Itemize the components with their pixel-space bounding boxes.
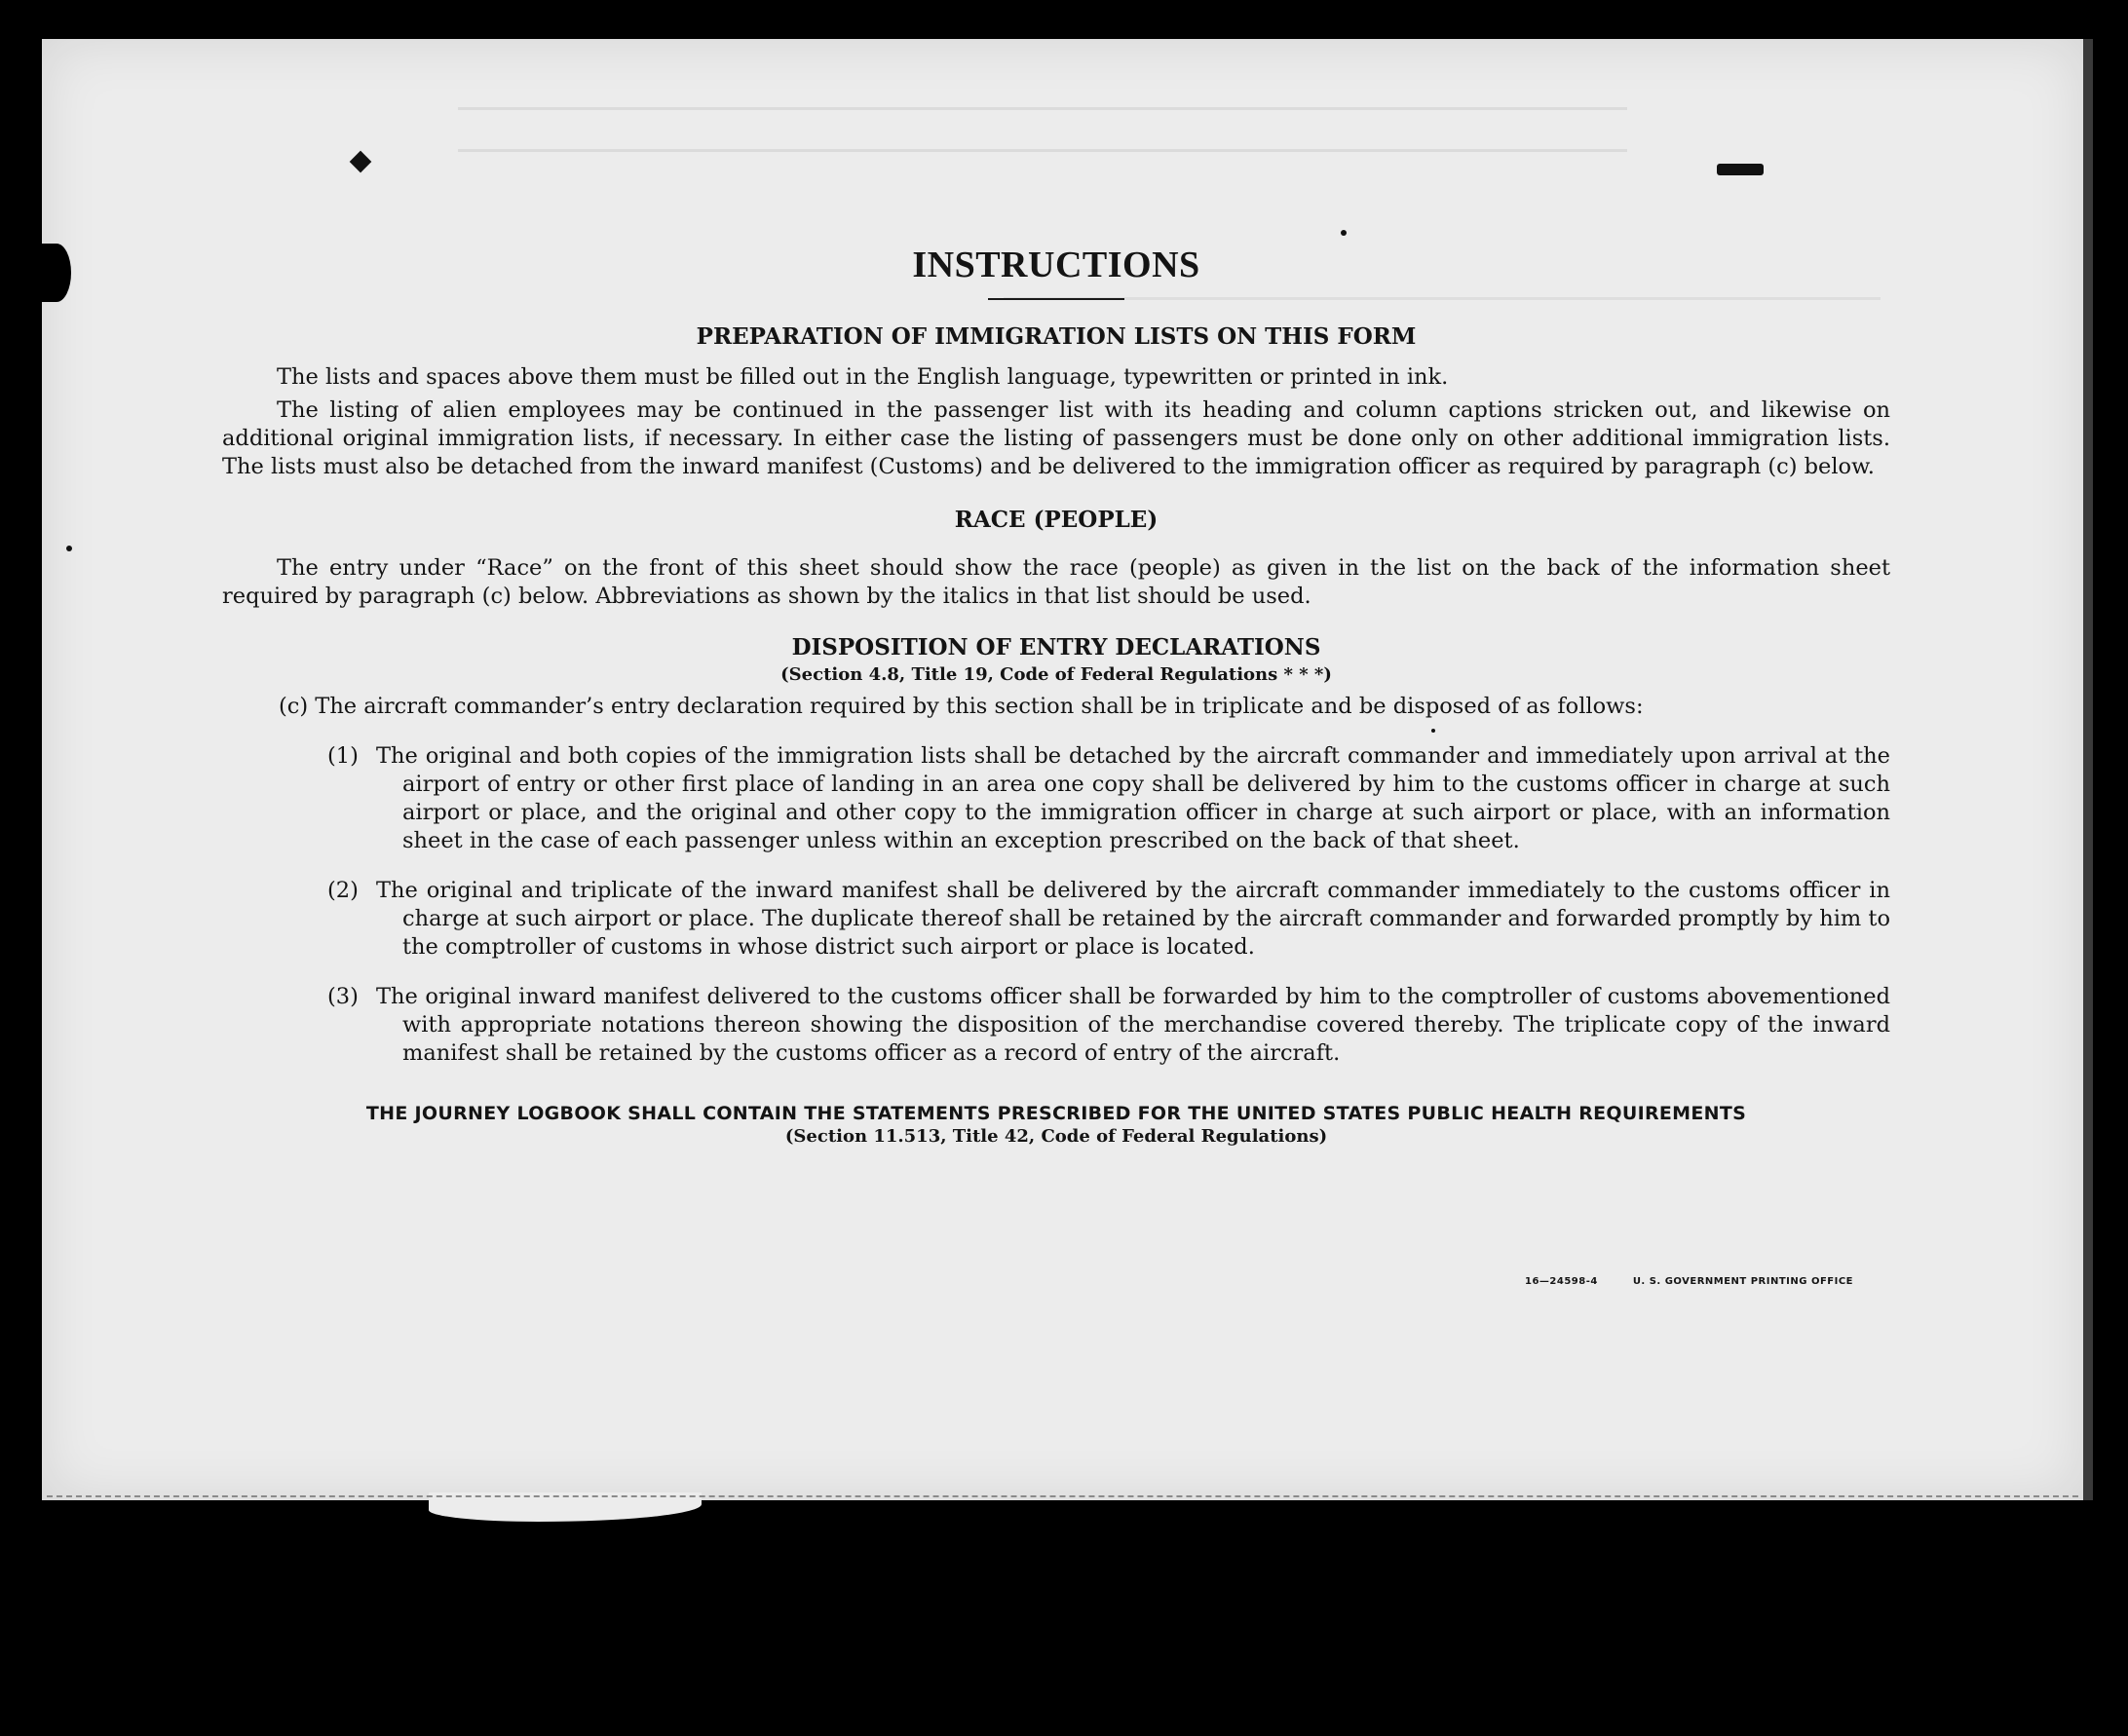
ink-speck: [66, 546, 72, 551]
item-text: The original and triplicate of the inward manifest shall be delivered by the aircraft commander immediately to the customs officer in charge at such airport or place. The duplicate thereof shall be retained by the aircraft commander and forwarded promptly by him to the comptroller of customs in whose district such airport or place is located.: [376, 878, 1890, 960]
title-rule: [988, 298, 1124, 300]
printer-name: U. S. GOVERNMENT PRINTING OFFICE: [1632, 1276, 1854, 1287]
form-number: 16—24598-4: [1525, 1276, 1598, 1287]
disposition-item-1: [222, 742, 1890, 855]
disposition-item-3: [222, 983, 1890, 1068]
preparation-paragraph-1: The lists and spaces above them must be filled out in the English language, typewritten or printed in ink.: [277, 364, 1449, 390]
public-health-citation: (Section 11.513, Title 42, Code of Federal Regulations): [784, 1126, 1328, 1147]
item-text: The original inward manifest delivered to the customs officer shall be forwarded by him to the comptroller of customs abovementioned with appropriate notations thereon showing the disposition of the merchandise covered thereby. The triplicate copy of the inward manifest shall be retained by the customs officer as a record of entry of the aircraft.: [376, 984, 1890, 1066]
public-health-statement: THE JOURNEY LOGBOOK SHALL CONTAIN THE STATEMENTS PRESCRIBED FOR THE UNITED STATES PUBLIC HEALTH REQUIREMENTS: [365, 1103, 1747, 1124]
disposition-lead: (c) The aircraft commander’s entry declaration required by this section shall be in triplicate and be disposed of as follows:: [279, 694, 1644, 719]
show-through-ghost: [458, 107, 1627, 152]
ink-speck: [1341, 230, 1347, 236]
disposition-item-2: [222, 877, 1890, 962]
race-heading: RACE (PEOPLE): [954, 507, 1159, 533]
item-text: The original and both copies of the immigration lists shall be detached by the aircraft commander and immediately upon arrival at the airport of entry or other first place of landing in an area one copy shall be delivered by him to the customs officer in charge at such airport or place, and the original and other copy to the immigration officer in charge at such airport or place, with an information sheet in the case of each passenger unless within an exception prescribed on the back of that sheet.: [376, 743, 1890, 853]
item-number: (1): [327, 743, 359, 769]
disposition-citation: (Section 4.8, Title 19, Code of Federal Regulations * * *): [780, 664, 1332, 685]
ink-speck: [1717, 164, 1764, 175]
paper-edge: [2083, 39, 2093, 1500]
preparation-paragraph-2: The listing of alien employees may be continued in the passenger list with its heading and column captions stricken out, and likewise on additional original immigration lists, if necessary. In either case the listing of passengers must be done only on other additional immigration lists. The lists must also be detached from the inward manifest (Customs) and be delivered to the immigration officer as required by paragraph (c) below.: [222, 397, 1890, 479]
page-title: INSTRUCTIONS: [912, 245, 1200, 285]
race-paragraph: The entry under “Race” on the front of this sheet should show the race (people) as given in the list on the back of the information sheet required by paragraph (c) below. Abbreviations as shown by the italics in that list should be used.: [222, 555, 1890, 609]
printer-imprint: [1525, 1276, 1884, 1287]
torn-left-edge: [42, 244, 71, 302]
disposition-heading: DISPOSITION OF ENTRY DECLARATIONS: [791, 634, 1321, 660]
item-number: (3): [327, 984, 359, 1009]
preparation-heading: PREPARATION OF IMMIGRATION LISTS ON THIS FORM: [696, 323, 1417, 350]
perforation-line: [47, 1495, 2078, 1497]
instructions-content: [222, 244, 1890, 1147]
item-number: (2): [327, 878, 359, 903]
